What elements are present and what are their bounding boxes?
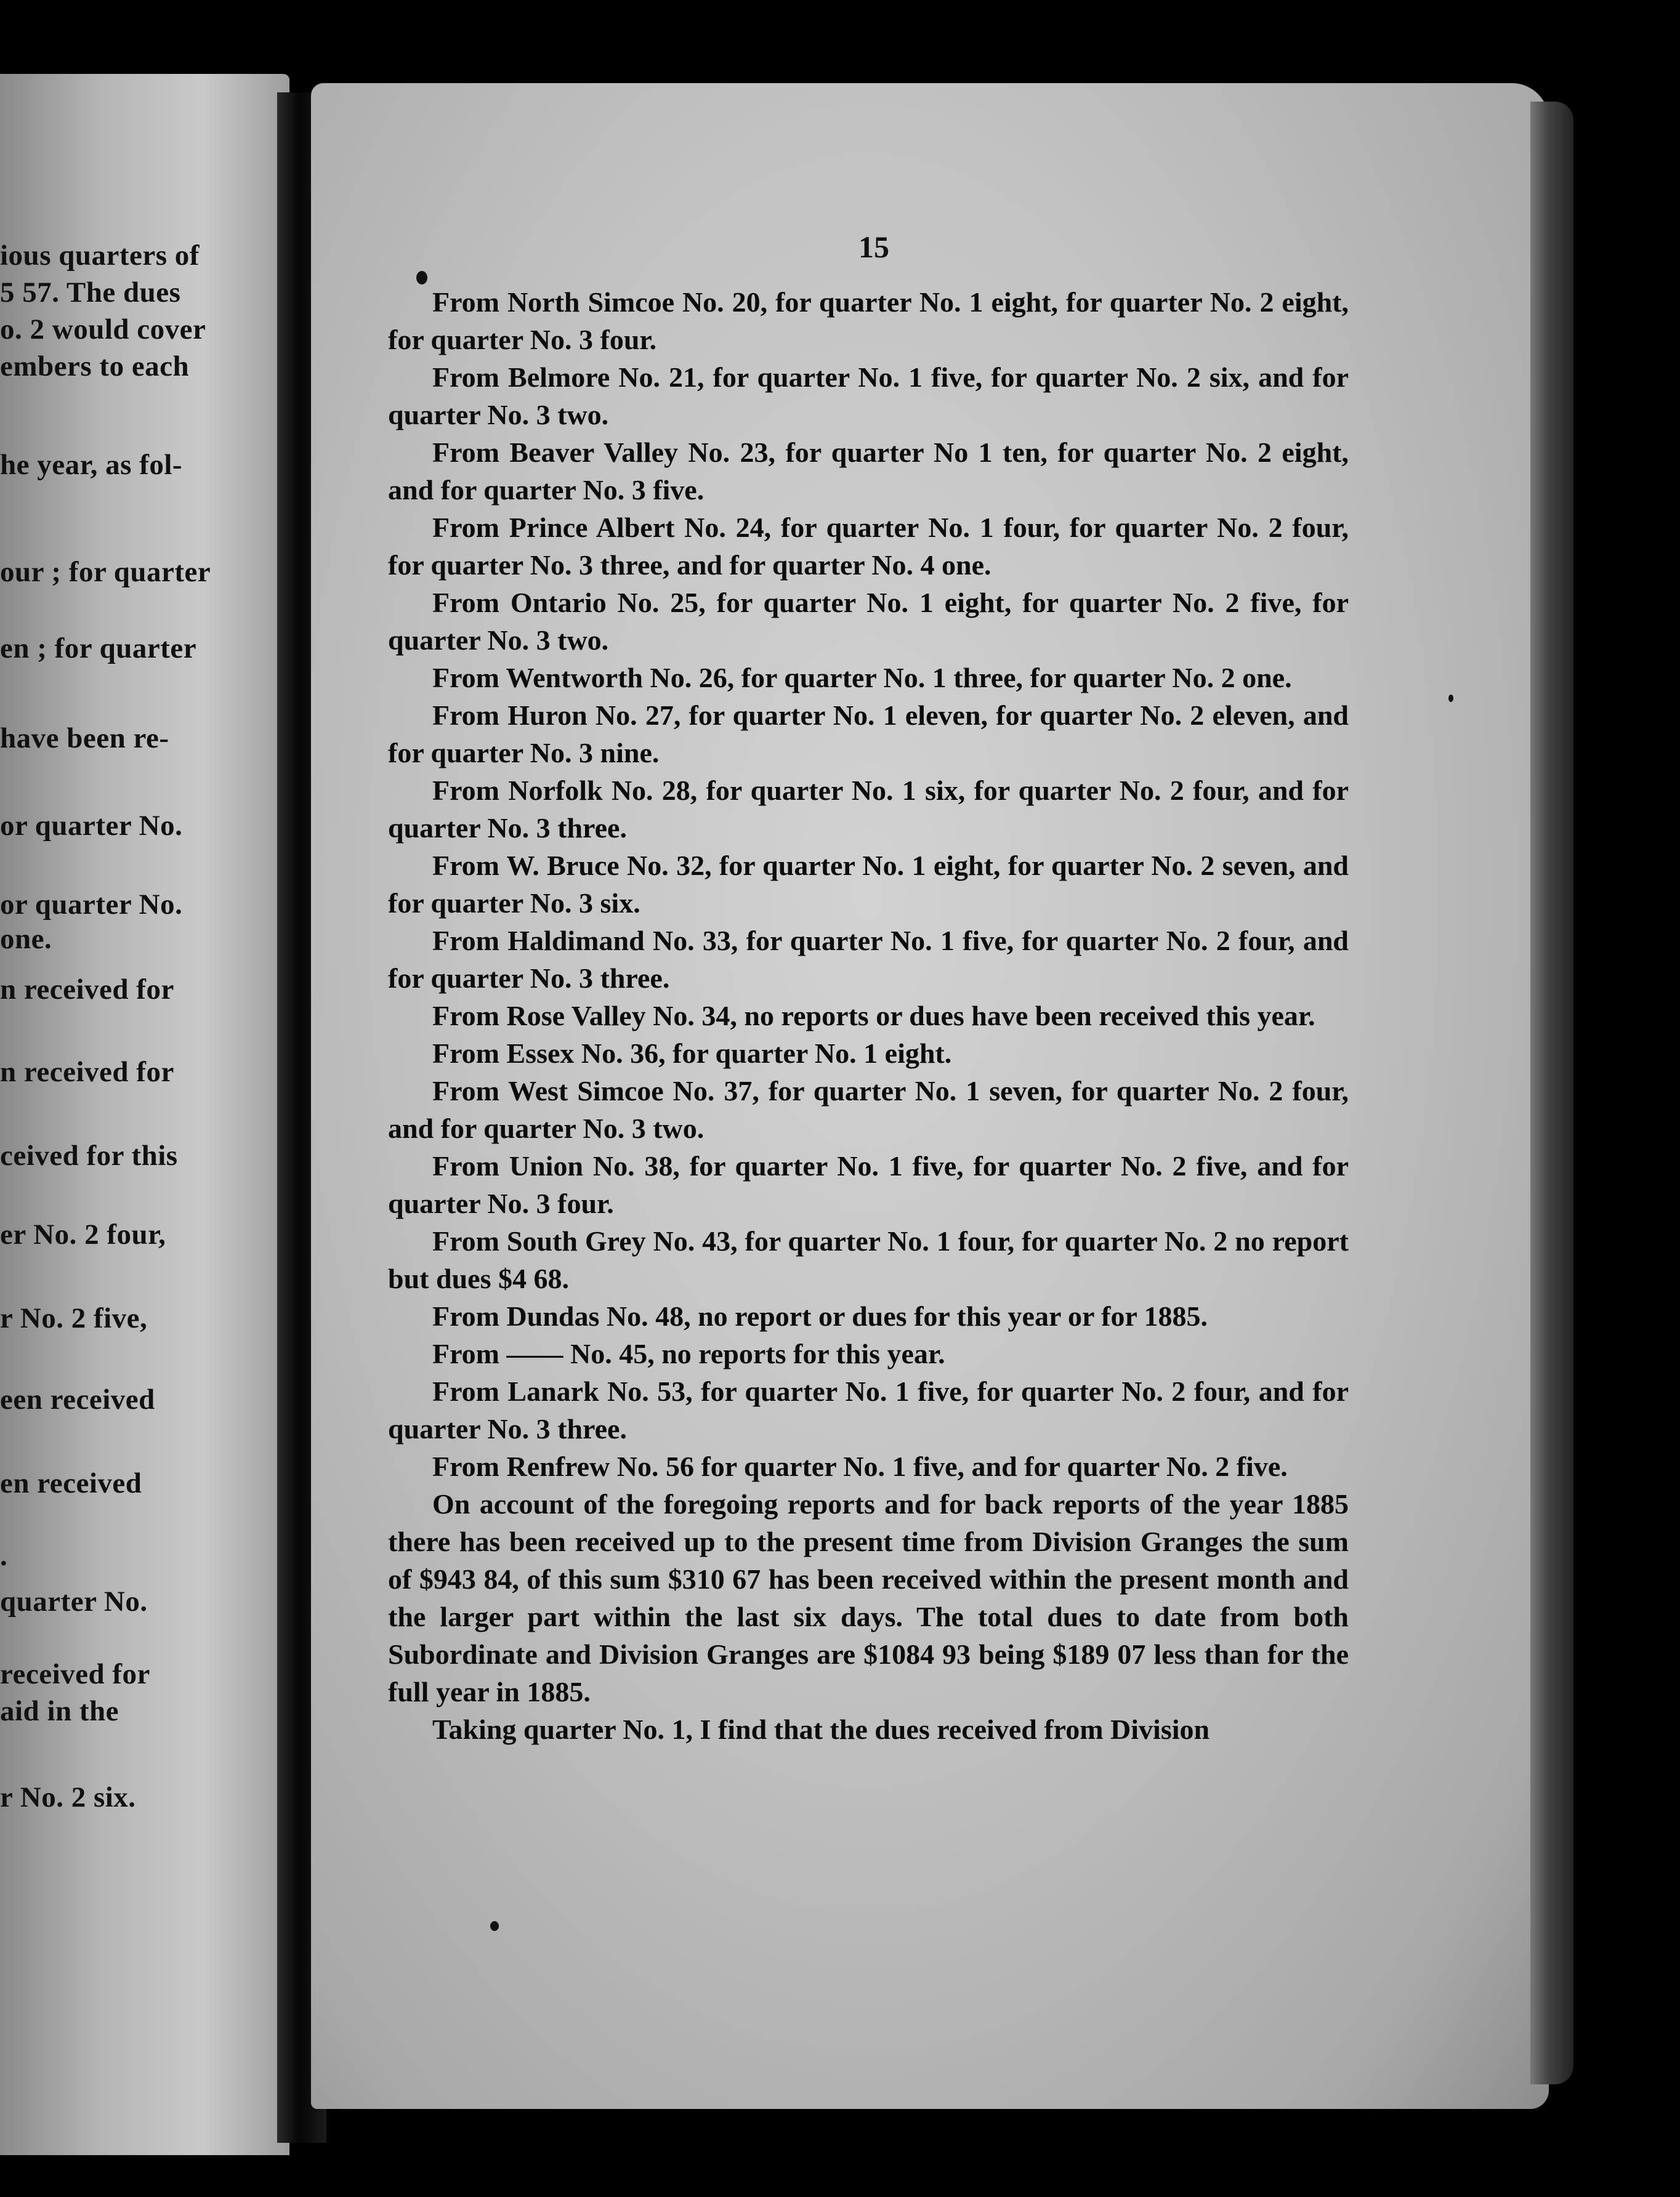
ink-speck (416, 271, 427, 284)
page-edge (1530, 102, 1573, 2084)
grange-entry: From Renfrew No. 56 for quarter No. 1 five, and for quarter No. 2 five. (432, 1451, 1288, 1482)
continuing-paragraph: Taking quarter No. 1, I find that the dues received from Division (432, 1714, 1210, 1745)
page-number: 15 (858, 230, 889, 264)
grange-entry: From Dundas No. 48, no report or dues for this year or for 1885. (432, 1300, 1208, 1332)
left-page-line: er No. 2 four, (0, 1219, 166, 1251)
left-page-line: quarter No. (0, 1586, 148, 1618)
grange-entry: From Huron No. 27, for quarter No. 1 eleven, for quarter No. 2 eleven, and for quarter No. 3 nine. (388, 699, 1349, 768)
left-page-line: en received (0, 1467, 142, 1499)
grange-entry: From Prince Albert No. 24, for quarter No. 1 four, for quarter No. 2 four, for quarter No. 3 three, and for quarter No. 4 one. (388, 512, 1349, 581)
grange-entry: From West Simcoe No. 37, for quarter No. 1 seven, for quarter No. 2 four, and for quarter No. 3 two. (388, 1075, 1349, 1144)
grange-entry: From Lanark No. 53, for quarter No. 1 five, for quarter No. 2 four, and for quarter No. 3 three. (388, 1376, 1349, 1445)
ink-speck (1448, 695, 1453, 702)
summary-paragraph: On account of the foregoing reports and for back reports of the year 1885 there has been received up to the present time from Division Granges the sum of $943 84, of this sum $310 67 has been received within the present month and the larger part within the last six days. The total dues to date from both Subordinate and Division Granges are $1084 93 being $189 07 less than for the full year in 1885. (388, 1488, 1349, 1707)
left-page-line: 5 57. The dues (0, 276, 181, 308)
grange-entry: From Belmore No. 21, for quarter No. 1 five, for quarter No. 2 six, and for quarter No. 3 two. (388, 361, 1349, 430)
left-page-line: n received for (0, 1056, 174, 1088)
grange-entry: From North Simcoe No. 20, for quarter No. 1 eight, for quarter No. 2 eight, for quarter No. 3 four. (388, 286, 1349, 355)
left-page-line: ious quarters of (0, 240, 200, 272)
left-page-line: n received for (0, 974, 174, 1006)
left-page-line: aid in the (0, 1695, 119, 1727)
left-page-line: or quarter No. (0, 810, 183, 842)
grange-entry: From Essex No. 36, for quarter No. 1 eight. (432, 1038, 952, 1069)
left-page-line: en ; for quarter (0, 632, 197, 664)
grange-entry: From South Grey No. 43, for quarter No. 1 four, for quarter No. 2 no report but dues $4 68. (388, 1225, 1349, 1294)
grange-entry: From Union No. 38, for quarter No. 1 five, for quarter No. 2 five, and for quarter No. 3 four. (388, 1150, 1349, 1219)
left-page-line: he year, as fol- (0, 449, 183, 481)
left-page-line: embers to each (0, 350, 190, 382)
grange-entry: From Beaver Valley No. 23, for quarter No 1 ten, for quarter No. 2 eight, and for quarter No. 3 five. (388, 437, 1349, 506)
ink-speck (490, 1921, 499, 1931)
grange-entry: From —— No. 45, no reports for this year. (432, 1338, 945, 1369)
left-page-line: one. (0, 923, 52, 955)
left-page-line: have been re- (0, 722, 169, 754)
left-page-line: o. 2 would cover (0, 313, 206, 345)
grange-entry: From Norfolk No. 28, for quarter No. 1 six, for quarter No. 2 four, and for quarter No. 3 three. (388, 775, 1349, 844)
left-page-line: r No. 2 six. (0, 1781, 136, 1813)
left-page-line: received for (0, 1658, 150, 1690)
left-page-line: r No. 2 five, (0, 1302, 148, 1334)
left-page-fragment (0, 74, 289, 2155)
left-page-line: or quarter No. (0, 889, 183, 921)
grange-entry: From Wentworth No. 26, for quarter No. 1 three, for quarter No. 2 one. (432, 662, 1292, 693)
page-body (388, 283, 1349, 1748)
left-page-line: ceived for this (0, 1140, 178, 1172)
grange-entry: From W. Bruce No. 32, for quarter No. 1 eight, for quarter No. 2 seven, and for quarter No. 3 six. (388, 850, 1349, 919)
left-page-line: our ; for quarter (0, 556, 211, 588)
grange-entry: From Haldimand No. 33, for quarter No. 1 five, for quarter No. 2 four, and for quarter No. 3 three. (388, 925, 1349, 994)
grange-entry: From Ontario No. 25, for quarter No. 1 eight, for quarter No. 2 five, for quarter No. 3 two. (388, 587, 1349, 656)
left-page-line: . (0, 1540, 8, 1572)
left-page-line: een received (0, 1384, 155, 1416)
grange-entry: From Rose Valley No. 34, no reports or dues have been received this year. (432, 1000, 1315, 1031)
